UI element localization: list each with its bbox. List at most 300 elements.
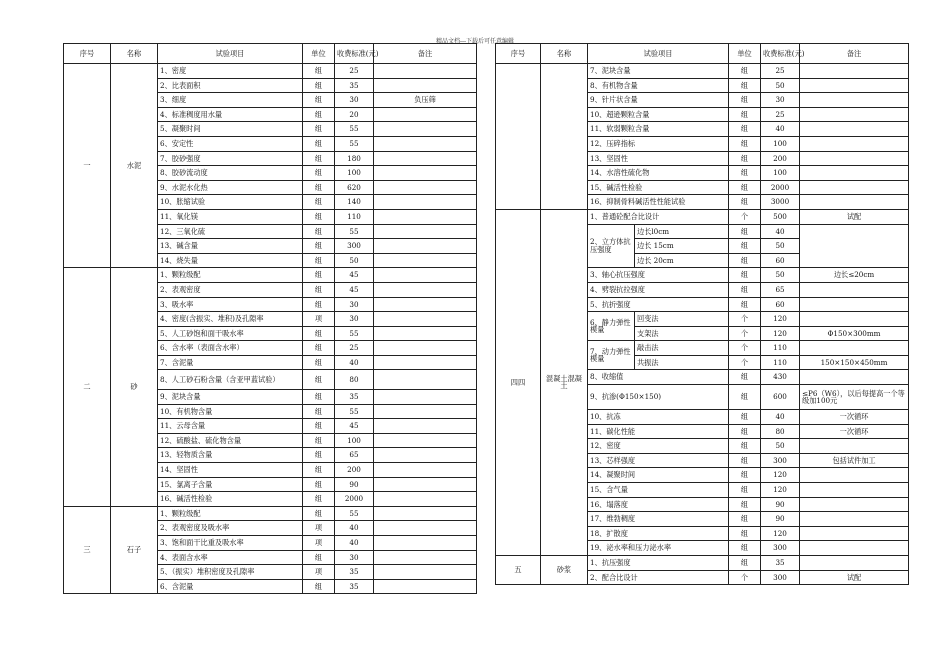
test-item: 10、超逊颗粒含量 bbox=[588, 107, 729, 122]
fee-cell: 80 bbox=[335, 370, 374, 390]
fee-cell: 45 bbox=[335, 282, 374, 297]
unit-cell: 组 bbox=[303, 462, 335, 477]
col-header-name: 名称 bbox=[111, 44, 158, 64]
fee-cell: 35 bbox=[335, 579, 374, 594]
fee-cell: 50 bbox=[761, 439, 800, 454]
unit-cell: 组 bbox=[729, 424, 761, 439]
note-cell bbox=[800, 282, 909, 297]
test-item: 12、密度 bbox=[588, 439, 729, 454]
fee-cell: 25 bbox=[335, 64, 374, 79]
fee-cell: 300 bbox=[761, 453, 800, 468]
test-item: 14、烧失量 bbox=[158, 253, 303, 268]
col-header-fee: 收费标准(元) bbox=[335, 44, 374, 64]
fee-cell: 120 bbox=[761, 312, 800, 327]
test-item: 14、水溶性硫化物 bbox=[588, 166, 729, 181]
fee-cell: 120 bbox=[761, 326, 800, 341]
group-seq: 二 bbox=[64, 268, 111, 506]
unit-cell: 组 bbox=[729, 122, 761, 137]
note-cell bbox=[374, 239, 477, 254]
fee-cell: 50 bbox=[761, 78, 800, 93]
note-cell bbox=[374, 433, 477, 448]
note-cell: ≤P6（W6），以后每提高一个等级加100元 bbox=[800, 385, 909, 410]
test-item-group: 7、动力弹性模量 bbox=[588, 341, 635, 370]
note-cell bbox=[374, 297, 477, 312]
fee-cell: 50 bbox=[335, 253, 374, 268]
unit-cell: 组 bbox=[303, 78, 335, 93]
note-cell bbox=[800, 151, 909, 166]
unit-cell: 组 bbox=[303, 268, 335, 283]
group-name: 水泥 bbox=[111, 64, 158, 268]
fee-cell: 40 bbox=[335, 355, 374, 370]
unit-cell: 组 bbox=[729, 468, 761, 483]
note-cell bbox=[374, 326, 477, 341]
fee-cell: 620 bbox=[335, 180, 374, 195]
unit-cell: 组 bbox=[303, 341, 335, 356]
unit-cell: 组 bbox=[729, 483, 761, 498]
unit-cell: 项 bbox=[303, 521, 335, 536]
unit-cell: 组 bbox=[303, 136, 335, 151]
unit-cell: 组 bbox=[729, 93, 761, 108]
unit-cell: 组 bbox=[303, 282, 335, 297]
note-cell bbox=[800, 497, 909, 512]
fee-cell: 30 bbox=[761, 93, 800, 108]
note-cell: 试配 bbox=[800, 570, 909, 585]
unit-cell: 个 bbox=[729, 312, 761, 327]
unit-cell: 个 bbox=[729, 326, 761, 341]
note-cell bbox=[800, 93, 909, 108]
group-seq: 五 bbox=[496, 556, 541, 585]
fee-cell: 80 bbox=[761, 424, 800, 439]
unit-cell: 组 bbox=[303, 297, 335, 312]
test-item: 15、含气量 bbox=[588, 483, 729, 498]
fee-cell: 300 bbox=[761, 541, 800, 556]
test-item: 6、含泥量 bbox=[158, 579, 303, 594]
unit-cell: 个 bbox=[729, 570, 761, 585]
unit-cell: 组 bbox=[729, 195, 761, 210]
unit-cell: 组 bbox=[729, 526, 761, 541]
fee-cell: 25 bbox=[761, 64, 800, 79]
test-sub-item: 敲击法 bbox=[635, 341, 729, 356]
note-cell bbox=[374, 506, 477, 521]
note-cell bbox=[800, 468, 909, 483]
unit-cell: 组 bbox=[303, 180, 335, 195]
unit-cell: 组 bbox=[303, 506, 335, 521]
test-item: 5、抗折强度 bbox=[588, 297, 729, 312]
note-cell bbox=[374, 448, 477, 463]
col-header-item: 试验项目 bbox=[588, 44, 729, 64]
test-item: 12、压碎指标 bbox=[588, 136, 729, 151]
unit-cell: 组 bbox=[303, 355, 335, 370]
test-item: 3、轴心抗压强度 bbox=[588, 268, 729, 283]
test-item: 10、胀缩试验 bbox=[158, 195, 303, 210]
test-item: 6、安定性 bbox=[158, 136, 303, 151]
note-cell: Φ150×300mm bbox=[800, 326, 909, 341]
table-row bbox=[496, 209, 909, 224]
note-cell bbox=[800, 195, 909, 210]
table-row bbox=[496, 556, 909, 571]
fee-cell: 35 bbox=[335, 78, 374, 93]
fee-cell: 50 bbox=[761, 268, 800, 283]
unit-cell: 组 bbox=[729, 166, 761, 181]
fee-cell: 100 bbox=[335, 166, 374, 181]
test-item: 4、劈裂抗拉强度 bbox=[588, 282, 729, 297]
note-cell bbox=[374, 136, 477, 151]
test-sub-item: 边长l0cm bbox=[635, 224, 729, 239]
unit-cell: 组 bbox=[303, 448, 335, 463]
test-item: 10、抗冻 bbox=[588, 410, 729, 425]
note-cell bbox=[800, 297, 909, 312]
fee-cell: 200 bbox=[761, 151, 800, 166]
test-sub-item: 支架法 bbox=[635, 326, 729, 341]
fee-cell: 25 bbox=[335, 341, 374, 356]
test-item: 19、泌水率和压力泌水率 bbox=[588, 541, 729, 556]
note-cell bbox=[374, 341, 477, 356]
test-sub-item: 回变法 bbox=[635, 312, 729, 327]
group-seq: 四四 bbox=[496, 209, 541, 555]
fee-cell: 30 bbox=[335, 312, 374, 327]
fee-cell: 110 bbox=[335, 209, 374, 224]
table-row bbox=[64, 64, 477, 79]
unit-cell: 组 bbox=[303, 433, 335, 448]
group-name: 石子 bbox=[111, 506, 158, 594]
fee-cell: 300 bbox=[761, 570, 800, 585]
test-item: 12、三氧化硫 bbox=[158, 224, 303, 239]
fee-cell: 500 bbox=[761, 209, 800, 224]
unit-cell: 组 bbox=[303, 239, 335, 254]
left-table-body bbox=[64, 64, 477, 594]
test-item: 12、硫酸盐、硫化物含量 bbox=[158, 433, 303, 448]
note-cell bbox=[374, 550, 477, 565]
fee-cell: 25 bbox=[761, 107, 800, 122]
unit-cell: 组 bbox=[729, 556, 761, 571]
note-cell bbox=[374, 521, 477, 536]
fee-cell: 40 bbox=[335, 535, 374, 550]
note-cell bbox=[374, 122, 477, 137]
fee-cell: 140 bbox=[335, 195, 374, 210]
unit-cell: 项 bbox=[303, 312, 335, 327]
fee-cell: 30 bbox=[335, 93, 374, 108]
test-item: 7、含泥量 bbox=[158, 355, 303, 370]
fee-cell: 90 bbox=[761, 497, 800, 512]
note-cell bbox=[374, 370, 477, 390]
group-seq: 一 bbox=[64, 64, 111, 268]
test-item: 14、坚固性 bbox=[158, 462, 303, 477]
col-header-seq: 序号 bbox=[64, 44, 111, 64]
test-item: 11、碳化性能 bbox=[588, 424, 729, 439]
unit-cell: 组 bbox=[303, 389, 335, 404]
col-header-seq: 序号 bbox=[496, 44, 541, 64]
fee-cell: 40 bbox=[335, 521, 374, 536]
fee-cell: 120 bbox=[761, 483, 800, 498]
unit-cell: 组 bbox=[729, 107, 761, 122]
unit-cell: 组 bbox=[729, 151, 761, 166]
note-cell bbox=[374, 253, 477, 268]
group-name: 混凝土混凝土 bbox=[541, 209, 588, 555]
test-item: 4、表面含水率 bbox=[158, 550, 303, 565]
group-name bbox=[541, 64, 588, 210]
test-item: 5、人工砂饱和面干吸水率 bbox=[158, 326, 303, 341]
test-item: 8、有机物含量 bbox=[588, 78, 729, 93]
right-table-body bbox=[496, 64, 909, 585]
unit-cell: 组 bbox=[303, 326, 335, 341]
table-header-row bbox=[64, 44, 477, 64]
fee-cell: 20 bbox=[335, 107, 374, 122]
note-cell: 一次循环 bbox=[800, 410, 909, 425]
note-cell bbox=[374, 64, 477, 79]
note-cell bbox=[374, 209, 477, 224]
test-item: 17、维勃稠度 bbox=[588, 512, 729, 527]
test-item: 5、（振实）堆积密度及孔隙率 bbox=[158, 565, 303, 580]
unit-cell: 个 bbox=[729, 355, 761, 370]
unit-cell: 项 bbox=[303, 565, 335, 580]
fee-cell: 100 bbox=[761, 166, 800, 181]
unit-cell: 组 bbox=[729, 268, 761, 283]
unit-cell: 组 bbox=[729, 136, 761, 151]
table-row bbox=[64, 506, 477, 521]
table-row bbox=[64, 268, 477, 283]
fee-cell: 45 bbox=[335, 268, 374, 283]
fee-cell: 40 bbox=[761, 122, 800, 137]
unit-cell: 组 bbox=[729, 370, 761, 385]
note-cell bbox=[800, 64, 909, 79]
unit-cell: 组 bbox=[729, 297, 761, 312]
col-header-note: 备注 bbox=[374, 44, 477, 64]
test-item: 18、扩散度 bbox=[588, 526, 729, 541]
test-item: 16、抑制骨料碱活性性能试验 bbox=[588, 195, 729, 210]
test-sub-item: 边长 20cm bbox=[635, 253, 729, 268]
note-cell bbox=[800, 224, 909, 268]
fee-cell: 120 bbox=[761, 468, 800, 483]
test-item: 11、云母含量 bbox=[158, 419, 303, 434]
fee-cell: 110 bbox=[761, 341, 800, 356]
fee-cell: 30 bbox=[335, 550, 374, 565]
note-cell: 边长≤20cm bbox=[800, 268, 909, 283]
fee-cell: 120 bbox=[761, 526, 800, 541]
unit-cell: 组 bbox=[729, 439, 761, 454]
note-cell: 150×150×450mm bbox=[800, 355, 909, 370]
table-header-row bbox=[496, 44, 909, 64]
col-header-item: 试验项目 bbox=[158, 44, 303, 64]
fee-cell: 40 bbox=[761, 224, 800, 239]
test-item: 7、胶砂强度 bbox=[158, 151, 303, 166]
test-item: 2、配合比设计 bbox=[588, 570, 729, 585]
col-header-name: 名称 bbox=[541, 44, 588, 64]
unit-cell: 组 bbox=[729, 224, 761, 239]
unit-cell: 组 bbox=[303, 370, 335, 390]
unit-cell: 组 bbox=[729, 410, 761, 425]
test-item: 14、凝聚时间 bbox=[588, 468, 729, 483]
note-cell bbox=[374, 462, 477, 477]
fee-table-right bbox=[495, 43, 909, 585]
note-cell bbox=[800, 341, 909, 356]
test-item-group: 2、立方体抗压强度 bbox=[588, 224, 635, 268]
unit-cell: 组 bbox=[303, 195, 335, 210]
unit-cell: 个 bbox=[729, 209, 761, 224]
note-cell bbox=[374, 107, 477, 122]
col-header-fee: 收费标准(元) bbox=[761, 44, 800, 64]
group-name: 砂浆 bbox=[541, 556, 588, 585]
note-cell bbox=[800, 107, 909, 122]
fee-cell: 35 bbox=[761, 556, 800, 571]
col-header-note: 备注 bbox=[800, 44, 909, 64]
fee-cell: 55 bbox=[335, 404, 374, 419]
unit-cell: 组 bbox=[303, 579, 335, 594]
test-item: 3、细度 bbox=[158, 93, 303, 108]
test-item: 11、软弱颗粒含量 bbox=[588, 122, 729, 137]
note-cell bbox=[374, 180, 477, 195]
note-cell bbox=[374, 151, 477, 166]
fee-cell: 55 bbox=[335, 136, 374, 151]
test-item: 9、水泥水化热 bbox=[158, 180, 303, 195]
test-item: 10、有机物含量 bbox=[158, 404, 303, 419]
note-cell bbox=[800, 556, 909, 571]
note-cell bbox=[800, 483, 909, 498]
note-cell bbox=[374, 195, 477, 210]
note-cell bbox=[800, 312, 909, 327]
unit-cell: 组 bbox=[729, 453, 761, 468]
unit-cell: 组 bbox=[729, 64, 761, 79]
unit-cell: 组 bbox=[303, 492, 335, 507]
note-cell bbox=[800, 512, 909, 527]
test-item: 2、表观密度 bbox=[158, 282, 303, 297]
test-item: 1、颗粒级配 bbox=[158, 268, 303, 283]
note-cell bbox=[800, 136, 909, 151]
test-item: 4、密度(含振实、堆积)及孔隙率 bbox=[158, 312, 303, 327]
unit-cell: 组 bbox=[729, 385, 761, 410]
fee-cell: 60 bbox=[761, 253, 800, 268]
col-header-unit: 单位 bbox=[729, 44, 761, 64]
unit-cell: 组 bbox=[303, 122, 335, 137]
test-item: 1、普通砼配合比设计 bbox=[588, 209, 729, 224]
fee-cell: 2000 bbox=[335, 492, 374, 507]
note-cell: 一次循环 bbox=[800, 424, 909, 439]
fee-cell: 60 bbox=[761, 297, 800, 312]
note-cell bbox=[800, 541, 909, 556]
test-item: 15、碱活性检验 bbox=[588, 180, 729, 195]
unit-cell: 组 bbox=[729, 541, 761, 556]
test-item: 3、饱和面干比重及吸水率 bbox=[158, 535, 303, 550]
test-item: 8、胶砂流动度 bbox=[158, 166, 303, 181]
fee-cell: 2000 bbox=[761, 180, 800, 195]
test-item: 9、抗渗(Φ150×150) bbox=[588, 385, 729, 410]
unit-cell: 组 bbox=[303, 93, 335, 108]
test-item: 13、轻物质含量 bbox=[158, 448, 303, 463]
test-item: 1、颗粒级配 bbox=[158, 506, 303, 521]
unit-cell: 组 bbox=[303, 209, 335, 224]
unit-cell: 组 bbox=[303, 166, 335, 181]
unit-cell: 组 bbox=[729, 253, 761, 268]
unit-cell: 组 bbox=[303, 253, 335, 268]
fee-cell: 180 bbox=[335, 151, 374, 166]
fee-table-left bbox=[63, 43, 477, 594]
fee-cell: 200 bbox=[335, 462, 374, 477]
fee-cell: 430 bbox=[761, 370, 800, 385]
note-cell bbox=[374, 419, 477, 434]
note-cell bbox=[374, 312, 477, 327]
note-cell bbox=[800, 526, 909, 541]
note-cell bbox=[374, 579, 477, 594]
group-seq: 三 bbox=[64, 506, 111, 594]
fee-cell: 65 bbox=[335, 448, 374, 463]
test-item: 2、比表面积 bbox=[158, 78, 303, 93]
test-item: 3、吸水率 bbox=[158, 297, 303, 312]
note-cell bbox=[374, 282, 477, 297]
unit-cell: 个 bbox=[729, 341, 761, 356]
unit-cell: 组 bbox=[303, 224, 335, 239]
fee-cell: 55 bbox=[335, 122, 374, 137]
note-cell bbox=[374, 477, 477, 492]
fee-cell: 55 bbox=[335, 326, 374, 341]
unit-cell: 组 bbox=[303, 550, 335, 565]
fee-cell: 3000 bbox=[761, 195, 800, 210]
test-item: 8、人工砂石粉含量（含亚甲蓝试验） bbox=[158, 370, 303, 390]
note-cell bbox=[374, 492, 477, 507]
test-item: 2、表观密度及吸水率 bbox=[158, 521, 303, 536]
note-cell bbox=[800, 78, 909, 93]
col-header-unit: 单位 bbox=[303, 44, 335, 64]
fee-cell: 35 bbox=[335, 389, 374, 404]
unit-cell: 组 bbox=[303, 107, 335, 122]
note-cell: 负压筛 bbox=[374, 93, 477, 108]
unit-cell: 组 bbox=[303, 404, 335, 419]
test-item-group: 6、静力弹性模量 bbox=[588, 312, 635, 341]
unit-cell: 组 bbox=[729, 180, 761, 195]
fee-cell: 45 bbox=[335, 419, 374, 434]
test-item: 5、凝聚时间 bbox=[158, 122, 303, 137]
note-cell bbox=[800, 122, 909, 137]
page-header: 精品文档---下载后可任意编辑 bbox=[435, 38, 515, 45]
fee-cell: 40 bbox=[761, 410, 800, 425]
note-cell bbox=[374, 166, 477, 181]
fee-cell: 90 bbox=[335, 477, 374, 492]
fee-cell: 55 bbox=[335, 224, 374, 239]
fee-cell: 90 bbox=[761, 512, 800, 527]
test-item: 13、碱含量 bbox=[158, 239, 303, 254]
note-cell bbox=[374, 78, 477, 93]
fee-cell: 55 bbox=[335, 506, 374, 521]
test-item: 8、收缩值 bbox=[588, 370, 729, 385]
test-item: 13、芯样强度 bbox=[588, 453, 729, 468]
test-sub-item: 边长 15cm bbox=[635, 239, 729, 254]
test-item: 4、标准稠度用水量 bbox=[158, 107, 303, 122]
note-cell: 试配 bbox=[800, 209, 909, 224]
unit-cell: 组 bbox=[729, 78, 761, 93]
test-item: 1、抗压强度 bbox=[588, 556, 729, 571]
fee-cell: 100 bbox=[761, 136, 800, 151]
note-cell bbox=[374, 535, 477, 550]
unit-cell: 项 bbox=[303, 535, 335, 550]
test-sub-item: 共振法 bbox=[635, 355, 729, 370]
test-item: 7、泥块含量 bbox=[588, 64, 729, 79]
note-cell bbox=[374, 404, 477, 419]
note-cell: 包括试件加工 bbox=[800, 453, 909, 468]
unit-cell: 组 bbox=[303, 151, 335, 166]
test-item: 11、氧化镁 bbox=[158, 209, 303, 224]
test-item: 9、针片状含量 bbox=[588, 93, 729, 108]
unit-cell: 组 bbox=[729, 512, 761, 527]
test-item: 16、塌落度 bbox=[588, 497, 729, 512]
unit-cell: 组 bbox=[729, 282, 761, 297]
note-cell bbox=[800, 370, 909, 385]
group-name: 砂 bbox=[111, 268, 158, 506]
unit-cell: 组 bbox=[303, 419, 335, 434]
fee-cell: 100 bbox=[335, 433, 374, 448]
note-cell bbox=[374, 268, 477, 283]
note-cell bbox=[374, 389, 477, 404]
test-item: 15、氯离子含量 bbox=[158, 477, 303, 492]
note-cell bbox=[374, 565, 477, 580]
test-item: 1、密度 bbox=[158, 64, 303, 79]
